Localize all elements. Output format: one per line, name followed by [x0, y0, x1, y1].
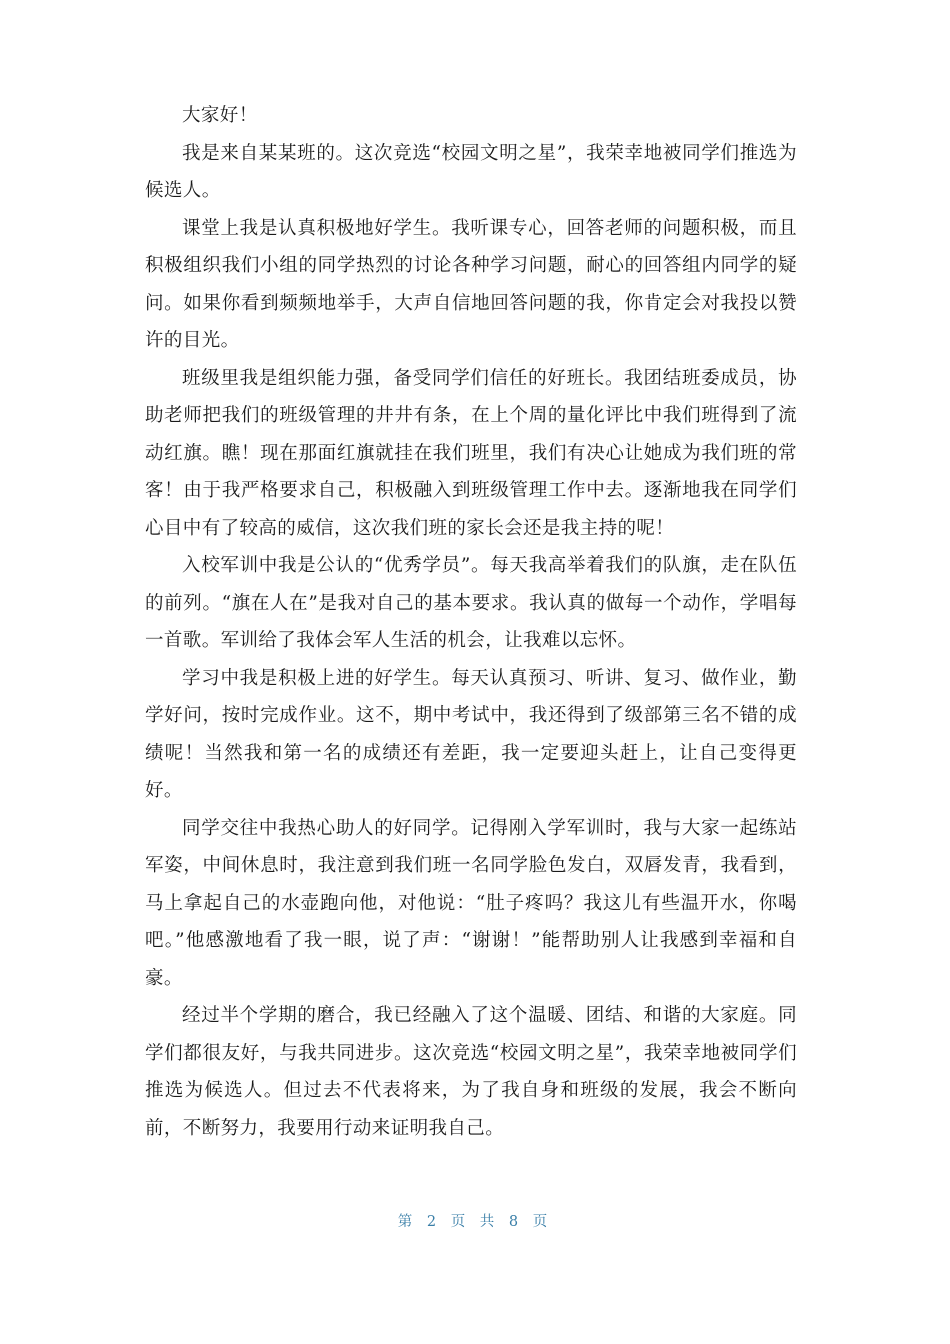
- paragraph-study: 学习中我是积极上进的好学生。每天认真预习、听讲、复习、做作业，勤学好问，按时完成作业。这不，期中考试中，我还得到了级部第三名不错的成绩呢！当然我和第一名的成绩还有差距，我一定要迎头赶上，让自己变得更好。: [145, 667, 797, 801]
- paragraph-conclusion: 经过半个学期的磨合，我已经融入了这个温暖、团结、和谐的大家庭。同学们都很友好，与我共同进步。这次竞选“校园文明之星”，我荣幸地被同学们推选为候选人。但过去不代表将来，为了我自身和班级的发展，我会不断向前，不断努力，我要用行动来证明我自己。: [145, 1005, 797, 1139]
- paragraph-classroom: 课堂上我是认真积极地好学生。我听课专心，回答老师的问题积极，而且积极组织我们小组的同学热烈的讨论各种学习问题，耐心的回答组内同学的疑问。如果你看到频频地举手，大声自信地回答问题的我，你肯定会对我投以赞许的目光。: [145, 217, 797, 351]
- document-body: [145, 97, 797, 1147]
- paragraph-greeting: 大家好！: [182, 105, 258, 126]
- page-number-footer: 第 2 页 共 8 页: [397, 1214, 553, 1230]
- paragraph-class-monitor: 班级里我是组织能力强，备受同学们信任的好班长。我团结班委成员，协助老师把我们的班级管理的井井有条，在上个周的量化评比中我们班得到了流动红旗。瞧！现在那面红旗就挂在我们班里，我们有决心让她成为我们班的常客！由于我严格要求自己，积极融入到班级管理工作中去。逐渐地我在同学们心目中有了较高的威信，这次我们班的家长会还是我主持的呢！: [145, 367, 797, 539]
- paragraph-military-training: 入校军训中我是公认的“优秀学员”。每天我高举着我们的队旗，走在队伍的前列。“旗在人在”是我对自己的基本要求。我认真的做每一个动作，学唱每一首歌。军训给了我体会军人生活的机会，让我难以忘怀。: [145, 555, 797, 651]
- paragraph-helping-classmates: 同学交往中我热心助人的好同学。记得刚入学军训时，我与大家一起练站军姿，中间休息时，我注意到我们班一名同学脸色发白，双唇发青，我看到，马上拿起自己的水壶跑向他，对他说：“肚子疼吗？我这儿有些温开水，你喝吧。”他感激地看了我一眼，说了声：“谢谢！”能帮助别人让我感到幸福和自豪。: [145, 817, 797, 989]
- paragraph-intro: 我是来自某某班的。这次竞选“校园文明之星”，我荣幸地被同学们推选为候选人。: [145, 142, 797, 201]
